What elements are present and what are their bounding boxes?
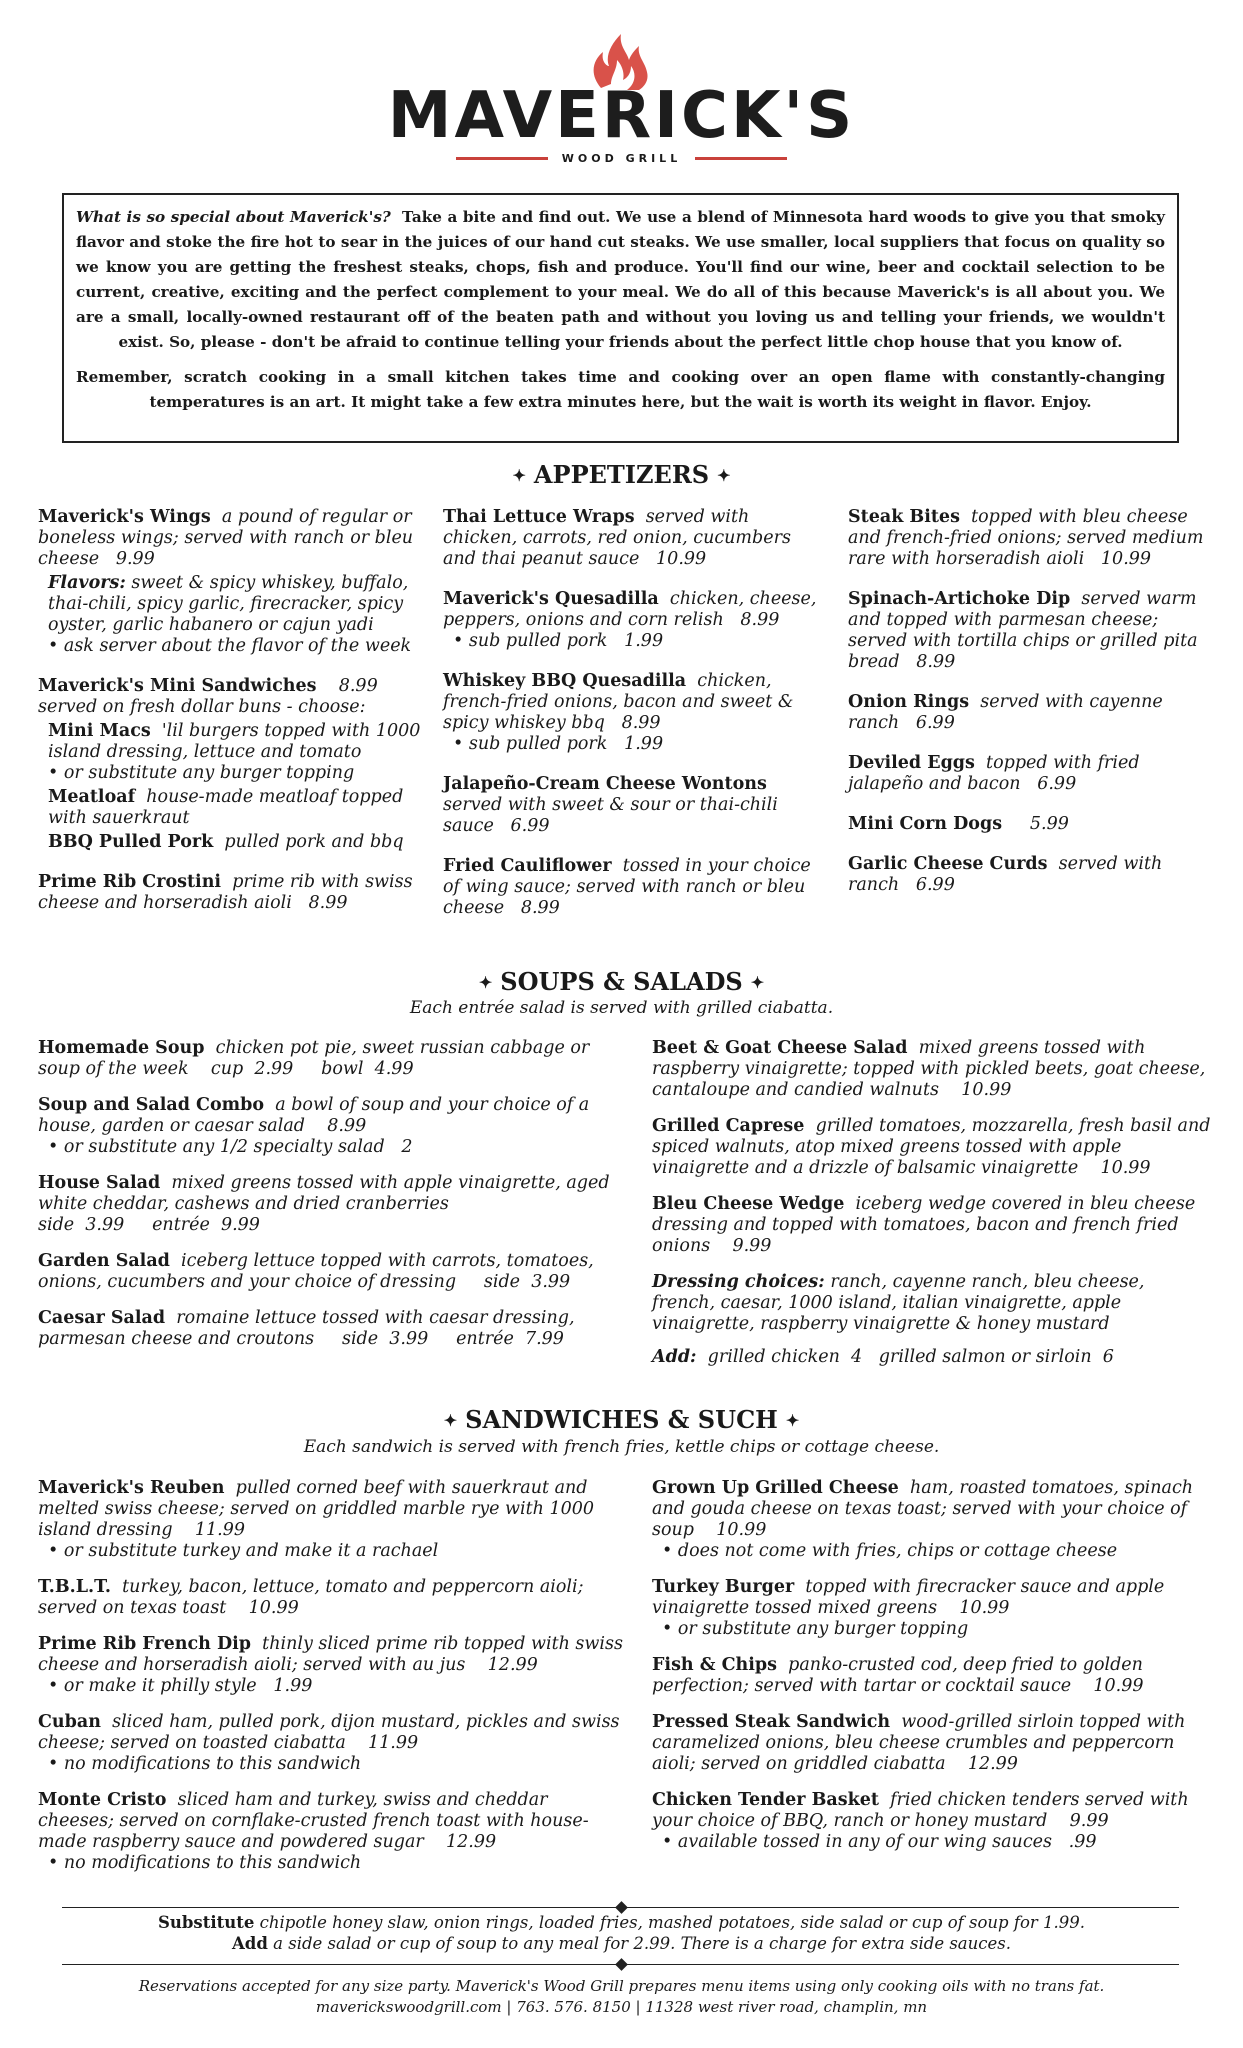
menu-item: T.B.L.T. turkey, bacon, lettuce, tomato and peppercorn aioli; served on texas toast 10.99: [38, 1577, 584, 1618]
star-icon: ✦: [717, 466, 731, 485]
intro-lead: What is so special about Maverick's?: [76, 208, 391, 226]
sandwiches-column-right: [652, 1478, 1212, 1872]
menu-item: Cuban sliced ham, pulled pork, dijon mustard, pickles and swiss cheese; served on toasted ciabatta 11.99 • no modifications to this sandwich: [38, 1712, 620, 1774]
appetizers-column-3: [848, 507, 1208, 915]
contact-line: maverickswoodgrill.com | 763. 576. 8150 | 11328 west river road, champlin, mn: [315, 1998, 928, 2016]
footer-substitutions: Substitute chipotle honey slaw, onion rings, loaded fries, mashed potatoes, side salad or cup of soup for 1.99. Add a side salad or cup of soup to any meal for 2.99. There is a charge for extra side sauces.: [157, 1913, 1086, 1953]
menu-item: Whiskey BBQ Quesadilla chicken, french-fried onions, bacon and sweet & spicy whiskey bbq 8.99 • sub pulled pork 1.99: [443, 671, 794, 754]
menu-item: Fried Cauliflower tossed in your choice of wing sauce; served with ranch or bleu cheese 8.99: [443, 856, 811, 918]
star-icon: ✦: [478, 973, 493, 992]
star-icon: ✦: [785, 1411, 800, 1430]
menu-item: Garden Salad iceberg lettuce topped with carrots, tomatoes, onions, cucumbers and your choice of dressing side 3.99: [38, 1251, 594, 1292]
soups-column-left: [38, 1038, 618, 1369]
menu-item: Prime Rib Crostini prime rib with swiss cheese and horseradish aioli 8.99: [38, 872, 413, 913]
add-ons: Add: grilled chicken 4 grilled salmon or sirloin 6: [652, 1347, 1114, 1367]
menu-item: Maverick's Mini Sandwiches 8.99 served on fresh dollar buns - choose: Mini Macs 'lil burgers topped with 1000 island dressing, lettuce and tomato • or substitute any burger topping Meatloaf house-made meatloaf topped with sauerkraut BBQ Pulled Pork pulled pork and bbq: [38, 676, 421, 852]
intro-box: [62, 193, 1179, 443]
menu-item: House Salad mixed greens tossed with apple vinaigrette, aged white cheddar, cashews and dried cranberries side 3.99 entrée 9.99: [38, 1173, 610, 1235]
star-icon: ✦: [512, 466, 526, 485]
menu-item: Turkey Burger topped with firecracker sauce and apple vinaigrette tossed mixed greens 10.99 • or substitute any burger topping: [652, 1577, 1165, 1639]
menu-item: Jalapeño-Cream Cheese Wontons served with sweet & sour or thai-chili sauce 6.99: [443, 774, 778, 836]
brand-subtitle: WOOD GRILL: [561, 152, 682, 165]
menu-item: Onion Rings served with cayenne ranch 6.99: [848, 692, 1163, 733]
menu-item: Bleu Cheese Wedge iceberg wedge covered in bleu cheese dressing and topped with tomatoes, bacon and french fried onions 9.99: [652, 1194, 1196, 1256]
star-icon: ✦: [443, 1411, 458, 1430]
menu-item: Mini Corn Dogs 5.99: [848, 814, 1069, 834]
appetizers-column-2: [443, 507, 828, 938]
menu-item: Pressed Steak Sandwich wood-grilled sirloin topped with caramelized onions, bleu cheese crumbles and peppercorn aioli; served on griddled ciabatta 12.99: [652, 1712, 1186, 1774]
menu-item: Monte Cristo sliced ham and turkey, swiss and cheddar cheeses; served on cornflake-crusted french toast with house-made raspberry sauce and powdered sugar 12.99 • no modifications to this sandwich: [38, 1790, 589, 1873]
menu-item: Homemade Soup chicken pot pie, sweet russian cabbage or soup of the week cup 2.99 bowl 4.99: [38, 1038, 590, 1079]
soups-column-right: [652, 1038, 1212, 1387]
divider: [695, 157, 787, 160]
reservations-note: Reservations accepted for any size party. Maverick's Wood Grill prepares menu items using only cooking oils with no trans fat.: [138, 1977, 1105, 1995]
section-title-sandwiches: ✦ SANDWICHES & SUCH ✦: [443, 1405, 800, 1434]
brand-name: MAVERICK'S: [387, 79, 856, 153]
menu-item: Spinach-Artichoke Dip served warm and topped with parmesan cheese; served with tortilla chips or grilled pita bread 8.99: [848, 589, 1198, 672]
menu-item: Thai Lettuce Wraps served with chicken, carrots, red onion, cucumbers and thai peanut sauce 10.99: [443, 507, 791, 569]
section-note-soups: Each entrée salad is served with grilled ciabatta.: [409, 998, 834, 1018]
intro-paragraph-2: Remember, scratch cooking in a small kitchen takes time and cooking over an open flame with constantly-changing temperatures is an art. It might take a few extra minutes here, but the wait is worth its weight in flavor. Enjoy.: [76, 368, 1165, 411]
dressing-choices: Dressing choices: ranch, cayenne ranch, bleu cheese, french, caesar, 1000 island, italian vinaigrette, apple vinaigrette, raspberry vinaigrette & honey mustard: [652, 1272, 1145, 1334]
intro-paragraph-1: Take a bite and find out. We use a blend of Minnesota hard woods to give you that smoky flavor and stoke the fire hot to sear in the juices of our hand cut steaks. We use smaller, local suppliers that focus on quality so we know you are getting the freshest steaks, chops, fish and produce. You'll find our wine, beer and cocktail selection to be current, creative, exciting and the perfect complement to your meal. We do all of this because Maverick's is all about you. We are a small, locally-owned restaurant off of the beaten path and without you loving us and telling your friends, we wouldn't exist. So, please - don't be afraid to continue telling your friends about the perfect little chop house that you know of.: [76, 208, 1165, 351]
menu-item: Maverick's Reuben pulled corned beef with sauerkraut and melted swiss cheese; served on griddled marble rye with 1000 island dressing 11.99 • or substitute turkey and make it a rachael: [38, 1478, 594, 1561]
menu-item: Maverick's Quesadilla chicken, cheese, peppers, onions and corn relish 8.99 • sub pulled pork 1.99: [443, 589, 817, 651]
menu-item: Grown Up Grilled Cheese ham, roasted tomatoes, spinach and gouda cheese on texas toast; served with your choice of soup 10.99 • does not come with fries, chips or cottage cheese: [652, 1478, 1194, 1561]
menu-item: Garlic Cheese Curds served with ranch 6.99: [848, 854, 1163, 895]
menu-item: Soup and Salad Combo a bowl of soup and your choice of a house, garden or caesar salad 8.99 • or substitute any 1/2 specialty salad 2: [38, 1095, 590, 1157]
menu-item: Deviled Eggs topped with fried jalapeño and bacon 6.99: [848, 753, 1140, 794]
appetizers-column-1: [38, 507, 433, 933]
menu-item: Fish & Chips panko-crusted cod, deep fried to golden perfection; served with tartar or cocktail sauce 10.99: [652, 1655, 1144, 1696]
footer-info: [0, 1976, 1243, 2018]
menu-item: Beet & Goat Cheese Salad mixed greens tossed with raspberry vinaigrette; topped with pickled beets, goat cheese, cantaloupe and candied walnuts 10.99: [652, 1038, 1206, 1100]
sandwiches-column-left: [38, 1478, 623, 1893]
menu-item: Prime Rib French Dip thinly sliced prime rib topped with swiss cheese and horseradish aioli; served with au jus 12.99 • or make it philly style 1.99: [38, 1634, 623, 1696]
section-note-sandwiches: Each sandwich is served with french fries, kettle chips or cottage cheese.: [303, 1437, 940, 1457]
menu-item: Chicken Tender Basket fried chicken tenders served with your choice of BBQ, ranch or honey mustard 9.99 • available tossed in any of our wing sauces .99: [652, 1790, 1189, 1852]
section-title-soups-salads: ✦ SOUPS & SALADS ✦: [478, 967, 765, 996]
diamond-icon: [615, 1958, 628, 1971]
section-title-appetizers: ✦ APPETIZERS ✦: [512, 460, 731, 489]
menu-item: Caesar Salad romaine lettuce tossed with caesar dressing, parmesan cheese and croutons side 3.99 entrée 7.99: [38, 1308, 575, 1349]
menu-item: Maverick's Wings a pound of regular or boneless wings; served with ranch or bleu cheese 9.99 Flavors: sweet & spicy whiskey, buffalo, thai-chili, spicy garlic, firecracker, spicy oyster, garlic habanero or cajun yadi • ask server about the flavor of the week: [38, 507, 414, 656]
menu-item: Grilled Caprese grilled tomatoes, mozzarella, fresh basil and spiced walnuts, atop mixed greens tossed with apple vinaigrette and a drizzle of balsamic vinaigrette 10.99: [652, 1116, 1211, 1178]
star-icon: ✦: [750, 973, 765, 992]
logo: [0, 30, 1243, 165]
menu-item: Steak Bites topped with bleu cheese and french-fried onions; served medium rare with horseradish aioli 10.99: [848, 507, 1204, 569]
divider: [456, 157, 548, 160]
